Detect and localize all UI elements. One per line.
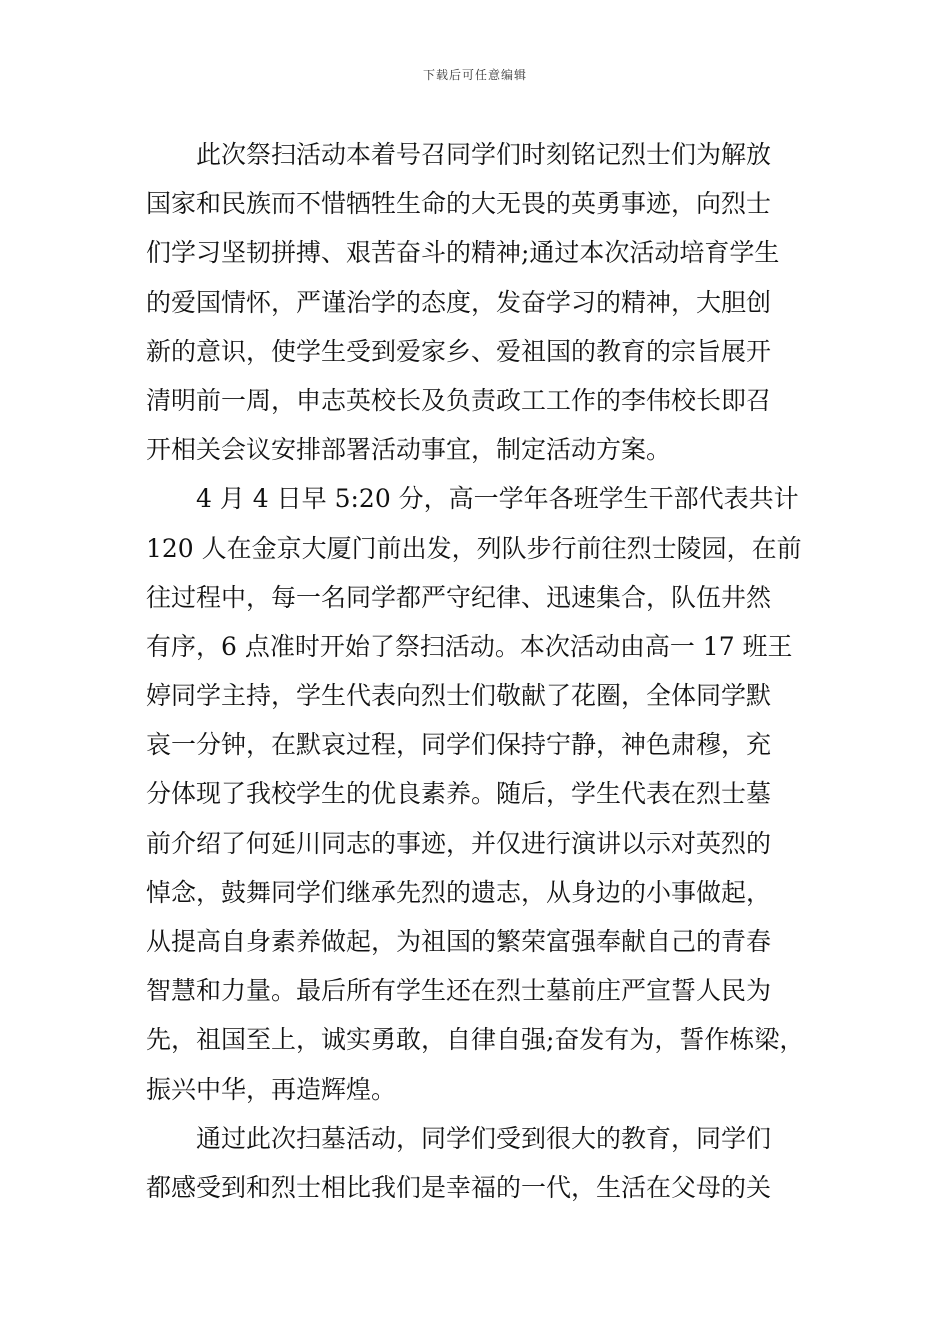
paragraph-line: 哀一分钟，在默哀过程，同学们保持宁静，神色肃穆，充 <box>146 730 772 760</box>
paragraph-line: 往过程中，每一名同学都严守纪律、迅速集合，队伍井然 <box>146 582 772 612</box>
paragraph-line: 振兴中华，再造辉煌。 <box>146 1074 397 1104</box>
paragraph-line: 分体现了我校学生的优良素养。随后，学生代表在烈士墓 <box>146 779 772 809</box>
paragraph-line: 们学习坚韧拼搏、艰苦奋斗的精神;通过本次活动培育学生 <box>146 238 780 268</box>
paragraph-line: 从提高自身素养做起，为祖国的繁荣富强奉献自己的青春 <box>146 927 772 956</box>
paragraph-line: 悼念，鼓舞同学们继承先烈的遗志，从身边的小事做起， <box>146 877 772 907</box>
paragraph-line: 前介绍了何延川同志的事迹，并仅进行演讲以示对英烈的 <box>146 828 772 858</box>
paragraph-line: 通过此次扫墓活动，同学们受到很大的教育，同学们 <box>196 1123 772 1153</box>
paragraph-line: 有序，6 点准时开始了祭扫活动。本次活动由高一 17 班王 <box>146 631 793 661</box>
paragraph-line: 120 人在金京大厦门前出发，列队步行前往烈士陵园，在前 <box>146 533 802 563</box>
page-header: 下载后可任意编辑 <box>422 68 527 82</box>
paragraph-line: 先，祖国至上，诚实勇敢，自律自强;奋发有为，誓作栋梁， <box>146 1025 805 1055</box>
paragraph-line: 此次祭扫活动本着号召同学们时刻铭记烈士们为解放 <box>196 140 772 169</box>
paragraph-line: 的爱国情怀，严谨治学的态度，发奋学习的精神，大胆创 <box>146 287 772 317</box>
paragraph-line: 清明前一周，申志英校长及负责政工工作的李伟校长即召 <box>146 385 772 415</box>
paragraph-line: 都感受到和烈士相比我们是幸福的一代，生活在父母的关 <box>146 1172 772 1202</box>
paragraph-line: 新的意识，使学生受到爱家乡、爱祖国的教育的宗旨展开 <box>146 336 772 366</box>
paragraph-line: 婷同学主持，学生代表向烈士们敬献了花圈，全体同学默 <box>146 681 772 711</box>
paragraph-line: 智慧和力量。最后所有学生还在烈士墓前庄严宣誓人民为 <box>146 976 772 1006</box>
document-body <box>146 130 811 1212</box>
paragraph-line: 4 月 4 日早 5:20 分，高一学年各班学生干部代表共计 <box>196 484 799 514</box>
paragraph-line: 开相关会议安排部署活动事宜，制定活动方案。 <box>146 435 672 465</box>
paragraph-line: 国家和民族而不惜牺牲生命的大无畏的英勇事迹，向烈士 <box>146 189 772 219</box>
